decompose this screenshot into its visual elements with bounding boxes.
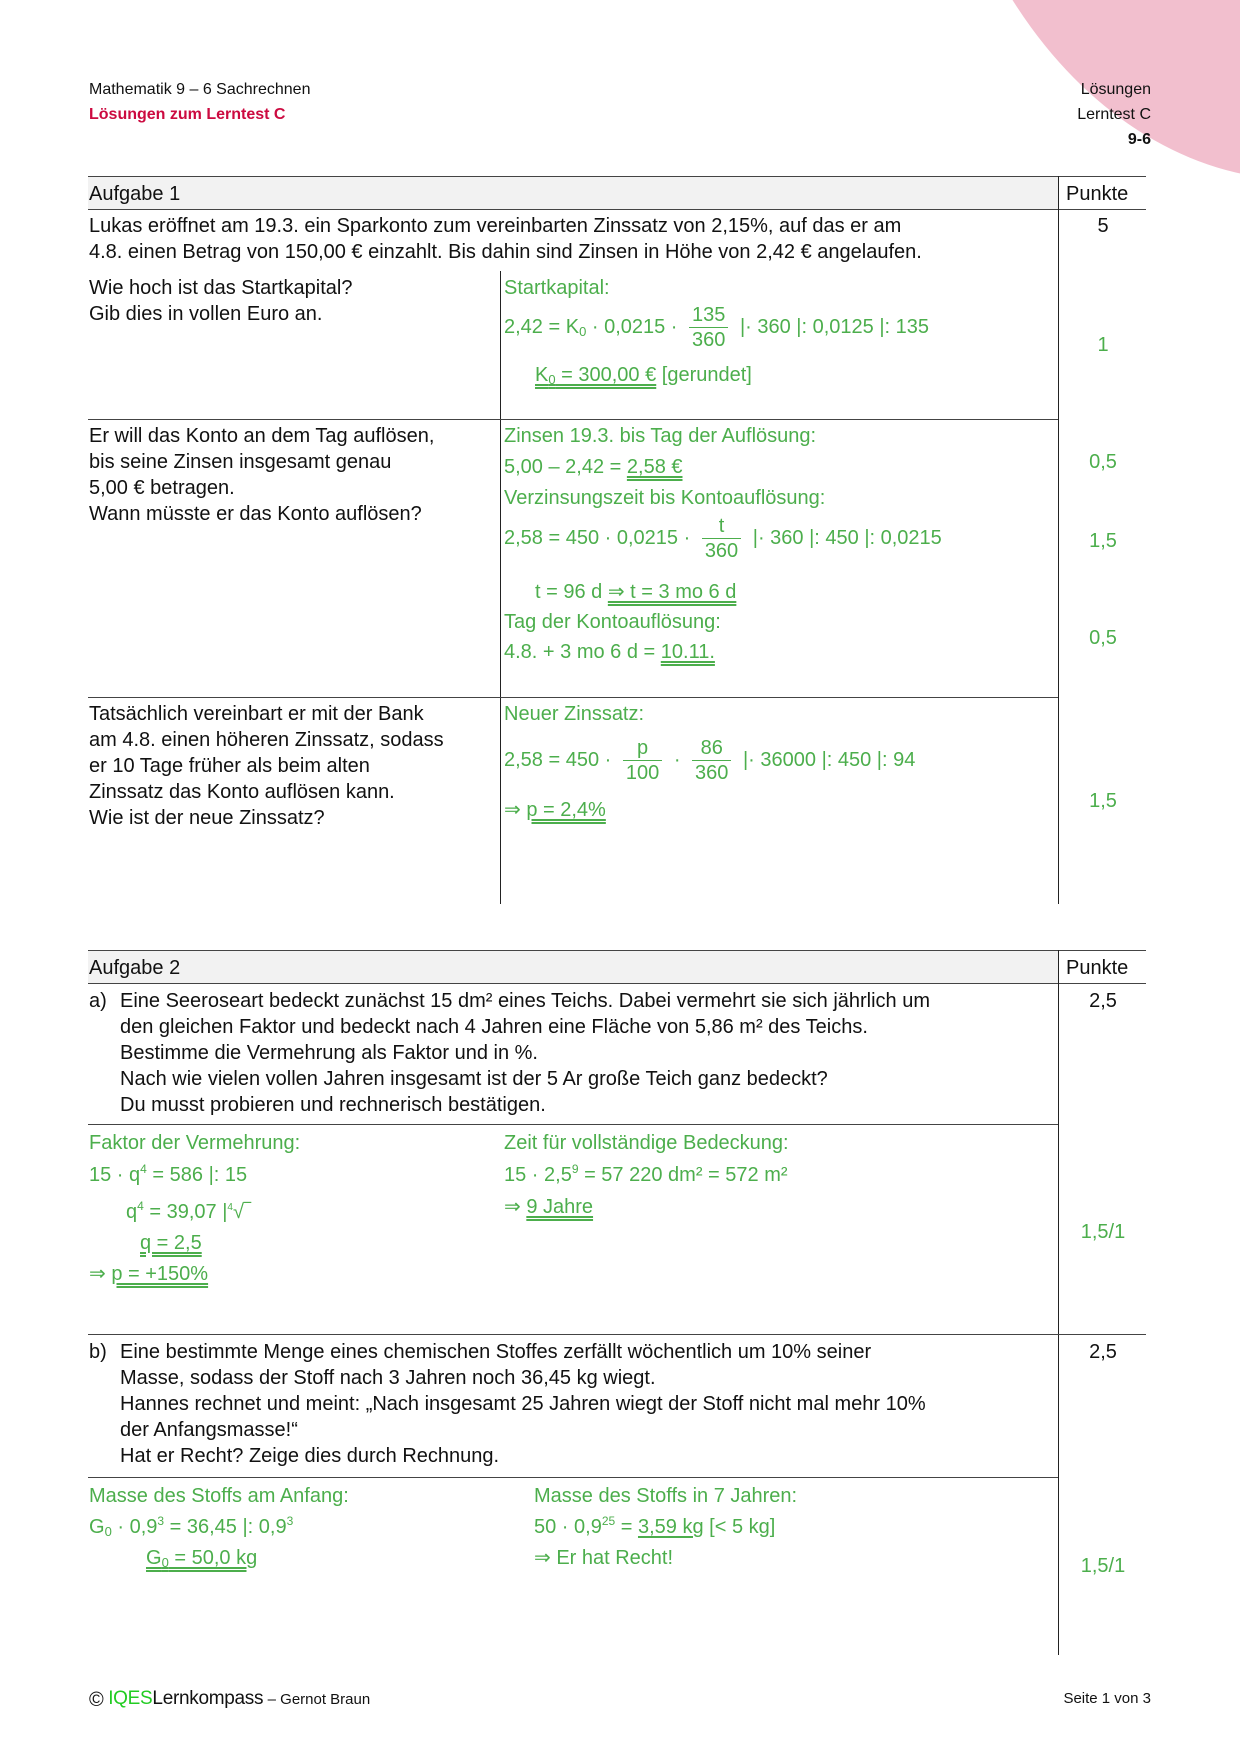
eq-text: K [535,364,549,386]
fraction-denominator: 360 [695,762,729,784]
fraction [689,303,728,352]
implies-icon: ⇒ [89,1263,112,1285]
divider [88,697,1058,698]
fraction-numerator: p [623,736,662,761]
q2-question-line: bis seine Zinsen insgesamt genau [89,451,392,473]
task2a-line: Nach wie vielen vollen Jahren insgesamt ist der 5 Ar große Teich ganz bedeckt? [120,1068,828,1090]
q2-solution-heading: Zinsen 19.3. bis Tag der Auflösung: [504,425,817,447]
result-underlined [535,364,656,386]
result-underlined: 3,59 kg [637,1516,704,1538]
document-subtitle: Lösungen zum Lerntest C [89,106,286,123]
subject-title: Mathematik 9 – 6 Sachrechnen [89,81,311,98]
divider [1058,950,1059,1655]
eq-sub: 0 [579,323,587,339]
eq-text: = 39,07 | [143,1201,228,1223]
implies-icon: ⇒ [504,799,527,821]
q2-solution-heading: Tag der Kontoauflösung: [504,611,721,633]
eq-text: 2,58 = 450 · 0,0215 · [504,526,691,549]
q2-points: 0,5 [1089,451,1117,473]
eq-text: 50 · 0,9 [534,1516,602,1538]
footer-branding [89,1688,370,1712]
task2b-solution-points: 1,5/1 [1080,1555,1126,1577]
eq-text: 5,00 – 2,42 = [504,456,627,478]
eq-text: 15 · q [89,1164,141,1186]
eq-exponent: 25 [601,1514,616,1528]
q3-equation [504,736,915,785]
result-note: [gerundet] [661,364,752,386]
task2b-left-eq [89,1514,293,1540]
fraction-numerator: 135 [689,303,728,328]
page-number: Seite 1 von 3 [1063,1690,1151,1707]
fraction-denominator: 100 [625,762,660,784]
q2-date-equation [504,639,715,665]
result-underlined: q = 2,5 [140,1232,202,1254]
eq-operations: |· 360 |: 450 |: 0,0215 [752,526,942,549]
eq-text: = 300,00 € [555,364,657,386]
q1-points: 1 [1097,334,1109,356]
eq-text: = 36,45 |: 0,9 [164,1516,287,1538]
eq-sub: 0 [104,1524,112,1539]
result-underlined: 2,58 € [626,456,683,478]
q3-solution-heading: Neuer Zinssatz: [504,703,645,725]
fraction-denominator: 360 [704,540,739,562]
divider [500,271,501,904]
divider [88,419,1058,420]
result-underlined: ⇒ t = 3 mo 6 d [607,581,737,603]
eq-text: t = 96 d [535,581,608,603]
task1-total-points: 5 [1097,215,1109,237]
task2b-right-eq [534,1514,775,1540]
task2a-right-heading: Zeit für vollständige Bedeckung: [504,1132,789,1154]
eq-text: = 57 220 dm² = 572 m² [578,1164,788,1186]
root-index: 4 [227,1202,233,1213]
q1-solution-heading: Startkapital: [504,277,610,299]
eq-exponent: 4 [137,1199,144,1213]
eq-text: 15 · 2,5 [504,1164,572,1186]
eq-text: · [673,748,681,771]
task2a-points: 2,5 [1089,990,1117,1012]
q2-solution-heading: Verzinsungszeit bis Kontoauflösung: [504,487,826,509]
q2-question-line: Er will das Konto an dem Tag auflösen, [89,425,435,447]
task2a-line: Eine Seeroseart bedeckt zunächst 15 dm² eines Teichs. Dabei vermehrt sie sich jährlich um [120,990,931,1012]
result-underlined: 10.11. [660,641,715,663]
q2-time-result [535,579,736,605]
q1-question-line: Wie hoch ist das Startkapital? [89,277,353,299]
eq-exponent: 4 [140,1162,147,1176]
task1-intro-line: 4.8. einen Betrag von 150,00 € einzahlt. Bis dahin sind Zinsen in Höhe von 2,42 € angelaufen. [89,241,922,263]
task2b-line: Hat er Recht? Zeige dies durch Rechnung. [120,1445,500,1467]
eq-note: [< 5 kg] [703,1516,776,1538]
points-header: Punkte [1066,183,1129,205]
divider [88,983,1146,984]
fraction-numerator: t [702,514,741,539]
q3-question-line: am 4.8. einen höheren Zinssatz, sodass [89,729,444,751]
points-header: Punkte [1066,957,1129,979]
divider [88,209,1146,210]
result-underlined: p = 2,4% [526,799,606,821]
result-underlined [146,1547,257,1569]
divider [88,1334,1146,1335]
result-underlined: p = +150% [111,1263,209,1285]
fraction [623,736,662,785]
task2b-line: Masse, sodass der Stoff nach 3 Jahren noch 36,45 kg wiegt. [120,1367,656,1389]
divider [88,1477,1058,1478]
eq-sub: 0 [161,1555,169,1570]
eq-operations: |· 36000 |: 450 |: 94 [742,748,916,771]
eq-exponent: 9 [571,1162,579,1176]
q2-question-line: Wann müsste er das Konto auflösen? [89,503,422,525]
task2a-left-heading: Faktor der Vermehrung: [89,1132,301,1154]
q3-question-line: Tatsächlich vereinbart er mit der Bank [89,703,424,725]
task2a-left-eq1 [89,1162,247,1188]
eq-operations: |· 360 |: 0,0125 |: 135 [739,315,930,338]
eq-sub: 0 [548,372,556,387]
eq-text: G [146,1547,162,1569]
q2-interest-equation [504,454,683,480]
divider [88,950,1146,951]
task2b-left-result [146,1545,257,1571]
header-test-name: Lerntest C [1077,106,1151,123]
task2a-line: den gleichen Faktor und bedeckt nach 4 Jahren eine Fläche von 5,86 m² des Teichs. [120,1016,868,1038]
task2b-left-heading: Masse des Stoffs am Anfang: [89,1485,349,1507]
fraction-denominator: 360 [692,329,726,351]
eq-text: 2,58 = 450 · [504,748,612,771]
eq-text: = 50,0 kg [168,1547,258,1569]
task1-title: Aufgabe 1 [89,183,181,205]
task1-intro-line: Lukas eröffnet am 19.3. ein Sparkonto zum vereinbarten Zinssatz von 2,15%, auf das er am [89,215,902,237]
divider [88,176,1146,177]
task2b-line: Eine bestimmte Menge eines chemischen Stoffes zerfällt wöchentlich um 10% seiner [120,1341,872,1363]
q2-points: 0,5 [1089,627,1117,649]
task2a-left-eq2 [126,1199,251,1225]
fraction [692,736,731,785]
header-solutions: Lösungen [1080,81,1151,98]
task2a-left-result2 [89,1261,208,1287]
q3-question-line: Wie ist der neue Zinssatz? [89,807,325,829]
task2a-right-result [504,1194,593,1220]
task2-title: Aufgabe 2 [89,957,181,979]
task2b-line: der Anfangsmasse!“ [120,1419,298,1441]
eq-exponent: 3 [286,1514,294,1528]
task2b-label: b) [89,1341,107,1363]
result-underlined: 9 Jahre [526,1196,594,1218]
q2-time-equation [504,514,942,563]
task2b-line: Hannes rechnet und meint: „Nach insgesamt 25 Jahren wiegt der Stoff nicht mal mehr 10% [120,1393,926,1415]
eq-text: = [615,1516,638,1538]
fraction-numerator: 86 [692,736,731,761]
divider [88,1124,1058,1125]
eq-text: q [126,1201,138,1223]
eq-exponent: 3 [157,1514,165,1528]
q3-question-line: Zinssatz das Konto auflösen kann. [89,781,395,803]
task2a-label: a) [89,990,107,1012]
task2a-left-result1 [140,1230,202,1256]
page-header-left [89,77,310,127]
task2a-right-eq [504,1162,788,1188]
copyright-icon: © [89,1689,104,1711]
task2b-points: 2,5 [1089,1341,1117,1363]
task1-header-bg [88,177,1058,209]
eq-text: = 586 |: 15 [146,1164,248,1186]
task2b-right-heading: Masse des Stoffs in 7 Jahren: [534,1485,798,1507]
eq-text: 4.8. + 3 mo 6 d = [504,641,661,663]
task2a-line: Du musst probieren und rechnerisch bestätigen. [120,1094,546,1116]
q3-result [504,797,606,823]
brand-lernkompass: Lernkompass [152,1688,264,1709]
task2b-right-conclusion: ⇒ Er hat Recht! [534,1547,674,1569]
eq-text: 2,42 = K [504,315,580,338]
eq-text: · 0,0215 · [586,315,678,338]
page-header-right [1077,77,1151,152]
implies-icon: ⇒ [504,1196,527,1218]
eq-text: G [89,1516,105,1538]
q1-question-line: Gib dies in vollen Euro an. [89,303,323,325]
task2a-line: Bestimme die Vermehrung als Faktor und in %. [120,1042,538,1064]
q1-equation [504,303,929,352]
q3-question-line: er 10 Tage früher als beim alten [89,755,370,777]
q2-question-line: 5,00 € betragen. [89,477,235,499]
q1-result [535,362,752,388]
q3-points: 1,5 [1089,790,1117,812]
eq-text: · 0,9 [111,1516,158,1538]
root-icon: √‾ [232,1201,251,1223]
task2a-solution-points: 1,5/1 [1080,1221,1126,1243]
author: – Gernot Braun [267,1691,371,1708]
fraction [702,514,741,563]
header-code: 9-6 [1127,131,1151,148]
q2-points: 1,5 [1089,530,1117,552]
task2-header-bg [88,951,1058,983]
brand-iqes: IQES [108,1688,153,1709]
